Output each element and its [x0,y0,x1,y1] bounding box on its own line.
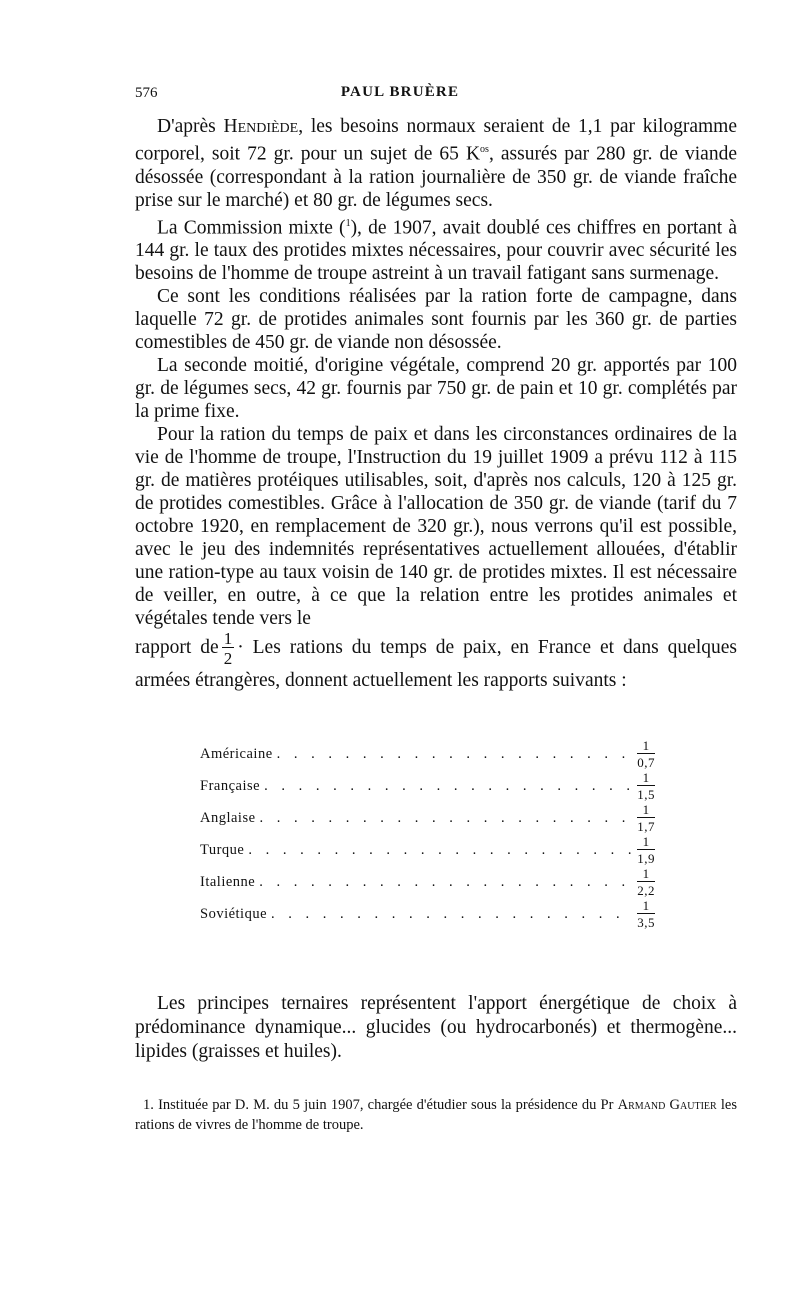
ratio-row: Turque . . . $\frac{1}{1,9}$ [200,834,655,866]
body-text [135,115,737,695]
ratio-list [200,738,655,930]
footnote: 1. Instituée par D. M. du 5 juin 1907, chargée d'étudier sous la présidence du Pr Armand Gautier les rations de vivres de l'homme de troupe. [135,1097,737,1133]
ratio-row: Française . . . $\frac{1}{1,5}$ [200,770,655,802]
ratio-row: Anglaise . . . $\frac{1}{1,7}$ [200,802,655,834]
fraction-one-half: $\frac{1}{2}$ [223,629,233,668]
paragraph-6: rapport de $\frac{1}{2}$ · Les rations du temps de paix, en France et dans quelques armées étrangères, donnent actuellement les rapports suivants : [135,629,738,691]
ratio-row: Italienne . . . $\frac{1}{2,2}$ [200,866,655,898]
closing-paragraph: Les principes ternaires représentent l'apport énergétique de choix à prédominance dynamique... glucides (ou hydrocarbonés) et thermogène... lipides (graisses et huiles). [135,993,737,1062]
paragraph-4: La seconde moitié, d'origine végétale, comprend 20 gr. apportés par 100 gr. de légumes secs, 42 gr. fournis par 750 gr. de pain et 10 gr. complétés par la prime fixe. [135,355,737,422]
footnote-name: Armand Gautier [617,1097,717,1113]
running-head: PAUL BRUÈRE [340,84,460,100]
paragraph-1: D'après Hendiède, les besoins normaux seraient de 1,1 par kilogramme corporel, soit 72 gr. pour un sujet de 65 $K^{os}$, assurés par 280 gr. de viande désossée (correspondant à la ration journalière de 350 gr. de viande fraîche prise sur le marché) et 80 gr. de légumes secs. [135,116,737,211]
ratio-row: Américaine . . . $\frac{1}{0,7}$ [200,738,655,770]
ratio-row: Soviétique . . . $\frac{1}{3,5}$ [200,898,655,930]
paragraph-3: Ce sont les conditions réalisées par la ration forte de campagne, dans laquelle 72 gr. de protides animales sont fournis par les 360 gr. de parties comestibles de 450 gr. de viande non désossée. [135,286,737,353]
author-name: Hendiède [223,116,299,137]
footnote-ref: 1 [345,217,351,229]
paragraph-5: Pour la ration du temps de paix et dans les circonstances ordinaires de la vie de l'homme de troupe, l'Instruction du 19 juillet 1909 a prévu 112 à 115 gr. de matières protéiques utilisables, soit, d'après nos calculs, 120 à 125 gr. de protides comestibles. Grâce à l'allocation de 350 gr. de viande (tarif du 7 octobre 1920, en remplacement de 320 gr.), nous verrons qu'il est possible, avec le jeu des indemnités représentatives actuellement allouées, d'établir une ration-type au taux voisin de 140 gr. de protides mixtes. Il est nécessaire de veiller, en outre, à ce que la relation entre les protides animales et végétales tende vers le [135,424,737,629]
page-number: 576 [135,85,158,101]
paragraph-2: La Commission mixte ($^1$), de 1907, avait doublé ces chiffres en portant à 144 gr. le taux des protides mixtes nécessaires, pour couvrir avec sécurité les besoins de l'homme de troupe astreint à un travail fatigant sans surmenage. [135,217,737,284]
